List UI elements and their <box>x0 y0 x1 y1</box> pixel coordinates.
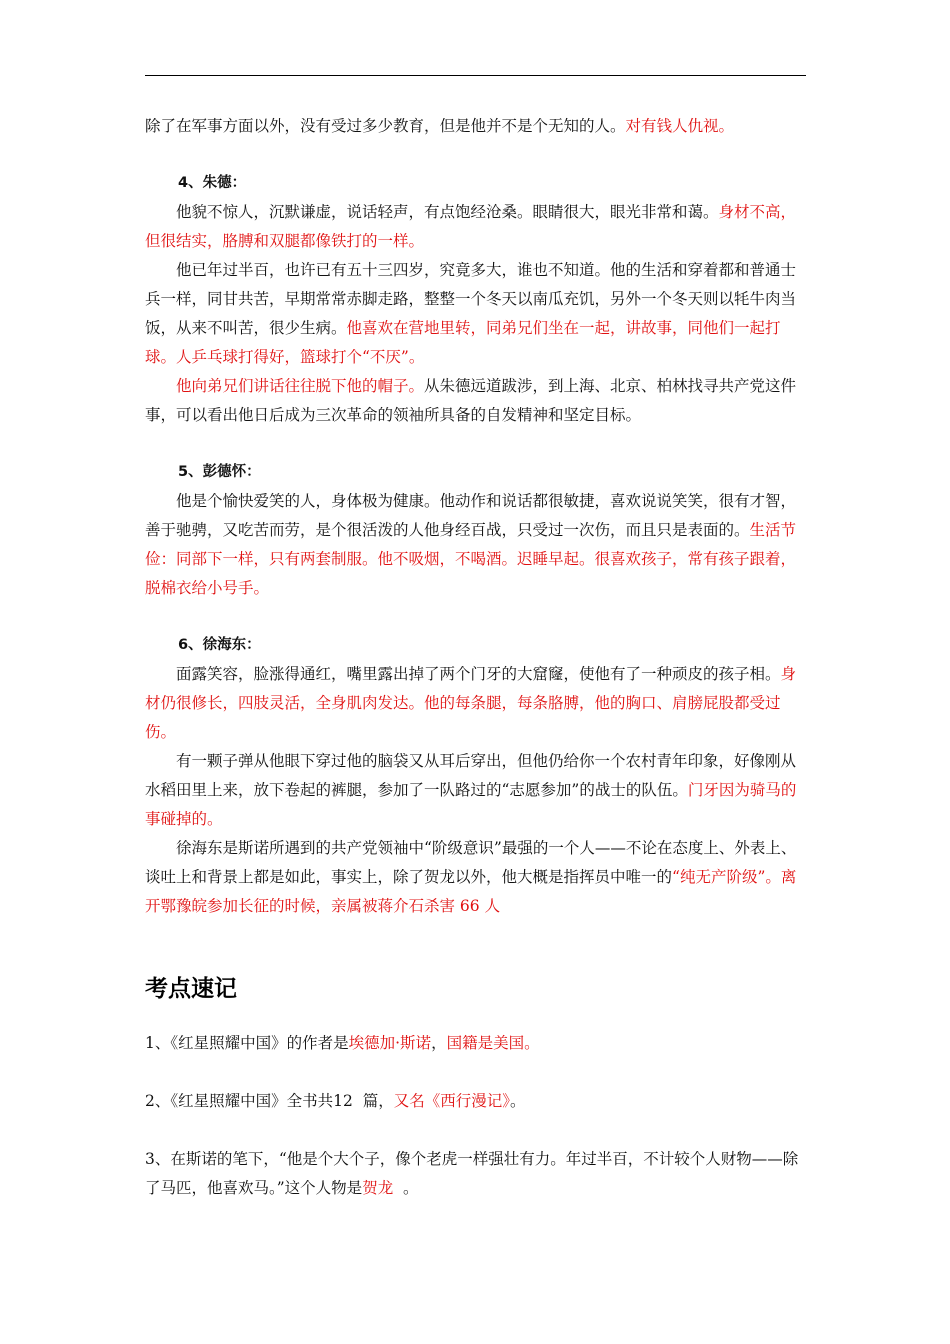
document-body <box>145 112 807 1203</box>
answer-text: 贺龙 <box>362 1179 394 1197</box>
xuhaidong-paragraph-3: 徐海东是斯诺所遇到的共产党领袖中“阶级意识”最强的一个人——不论在态度上、外表上、谈吐上和背景上都是如此，事实上，除了贺龙以外，他大概是指挥员中唯一的“纯无产阶级”。离开鄂豫皖参加长征的时候，亲属被蒋介石杀害 66 人 <box>145 839 797 915</box>
answer-text: 埃德加·斯诺 <box>348 1034 432 1052</box>
section-heading-pengdehuai: 5、彭德怀： <box>178 464 261 480</box>
xuhaidong-paragraph-1: 面露笑容，脸涨得通红，嘴里露出掉了两个门牙的大窟窿，使他有了一种顽皮的孩子相。身材仍很修长，四肢灵活，全身肌肉发达。他的每条腿，每条胳膊，他的胸口、肩膀屁股都受过伤。 <box>145 665 797 741</box>
highlight-text: 他向弟兄们讲话往往脱下他的帽子。 <box>176 377 425 395</box>
answer-text: 国籍是美国。 <box>446 1034 540 1052</box>
quiz-item-2: 2、《红星照耀中国》全书共12 篇，又名《西行漫记》。 <box>145 1092 526 1110</box>
answer-text: 又名《西行漫记》 <box>393 1092 510 1110</box>
section-heading-zhude: 4、朱德： <box>178 175 247 191</box>
section-heading-xuhaidong: 6、徐海东： <box>178 637 261 653</box>
highlight-text: 生活节俭：同部下一样，只有两套制服。他不吸烟，不喝酒。迟睡早起。很喜欢孩子，常有孩子跟着，脱棉衣给小号手。 <box>145 521 797 597</box>
highlight-text: 他喜欢在营地里转，同弟兄们坐在一起，讲故事，同他们一起打球。人乒乓球打得好，篮球打个“不厌”。 <box>145 319 781 366</box>
highlight-text: 对有钱人仇视。 <box>625 117 735 135</box>
quiz-item-1: 1、《红星照耀中国》的作者是埃德加·斯诺，国籍是美国。 <box>145 1034 540 1052</box>
xuhaidong-paragraph-2: 有一颗子弹从他眼下穿过他的脑袋又从耳后穿出，但他仍给你一个农村青年印象，好像刚从水稻田里上来，放下卷起的裤腿，参加了一队路过的“志愿参加”的战士的队伍。门牙因为骑马的事碰掉的。 <box>145 752 797 828</box>
zhude-paragraph-3: 他向弟兄们讲话往往脱下他的帽子。从朱德远道跋涉，到上海、北京、柏林找寻共产党这件事，可以看出他日后成为三次革命的领袖所具备的自发精神和坚定目标。 <box>145 377 797 424</box>
quiz-item-3: 3、在斯诺的笔下，“他是个大个子，像个老虎一样强壮有力。年过半百，不计较个人财物——除了马匹，他喜欢马。”这个人物是贺龙 。 <box>145 1150 799 1197</box>
section-title-kaodian: 考点速记 <box>145 976 237 1002</box>
highlight-text: 身材不高，但很结实，胳膊和双腿都像铁打的一样。 <box>145 203 797 250</box>
highlight-text: 门牙因为骑马的事碰掉的。 <box>145 781 797 828</box>
intro-paragraph: 除了在军事方面以外，没有受过多少教育，但是他并不是个无知的人。对有钱人仇视。 <box>145 117 735 135</box>
pengdehuai-paragraph-1: 他是个愉快爱笑的人，身体极为健康。他动作和说话都很敏捷，喜欢说说笑笑，很有才智，善于驰骋，又吃苦而劳，是个很活泼的人他身经百战，只受过一次伤，而且只是表面的。生活节俭：同部下一样，只有两套制服。他不吸烟，不喝酒。迟睡早起。很喜欢孩子，常有孩子跟着，脱棉衣给小号手。 <box>145 492 797 597</box>
highlight-text: 身材仍很修长，四肢灵活，全身肌肉发达。他的每条腿，每条胳膊，他的胸口、肩膀屁股都受过伤。 <box>145 665 797 741</box>
zhude-paragraph-1: 他貌不惊人，沉默谦虚，说话轻声，有点饱经沧桑。眼睛很大，眼光非常和蔼。身材不高，但很结实，胳膊和双腿都像铁打的一样。 <box>145 203 797 250</box>
highlight-text: “纯无产阶级”。离开鄂豫皖参加长征的时候，亲属被蒋介石杀害 66 人 <box>145 868 797 915</box>
header-rule <box>145 75 806 76</box>
zhude-paragraph-2: 他已年过半百，也许已有五十三四岁，究竟多大，谁也不知道。他的生活和穿着都和普通士兵一样，同甘共苦，早期常常赤脚走路，整整一个冬天以南瓜充饥，另外一个冬天则以牦牛肉当饭，从来不叫苦，很少生病。他喜欢在营地里转，同弟兄们坐在一起，讲故事，同他们一起打球。人乒乓球打得好，篮球打个“不厌”。 <box>145 261 797 366</box>
